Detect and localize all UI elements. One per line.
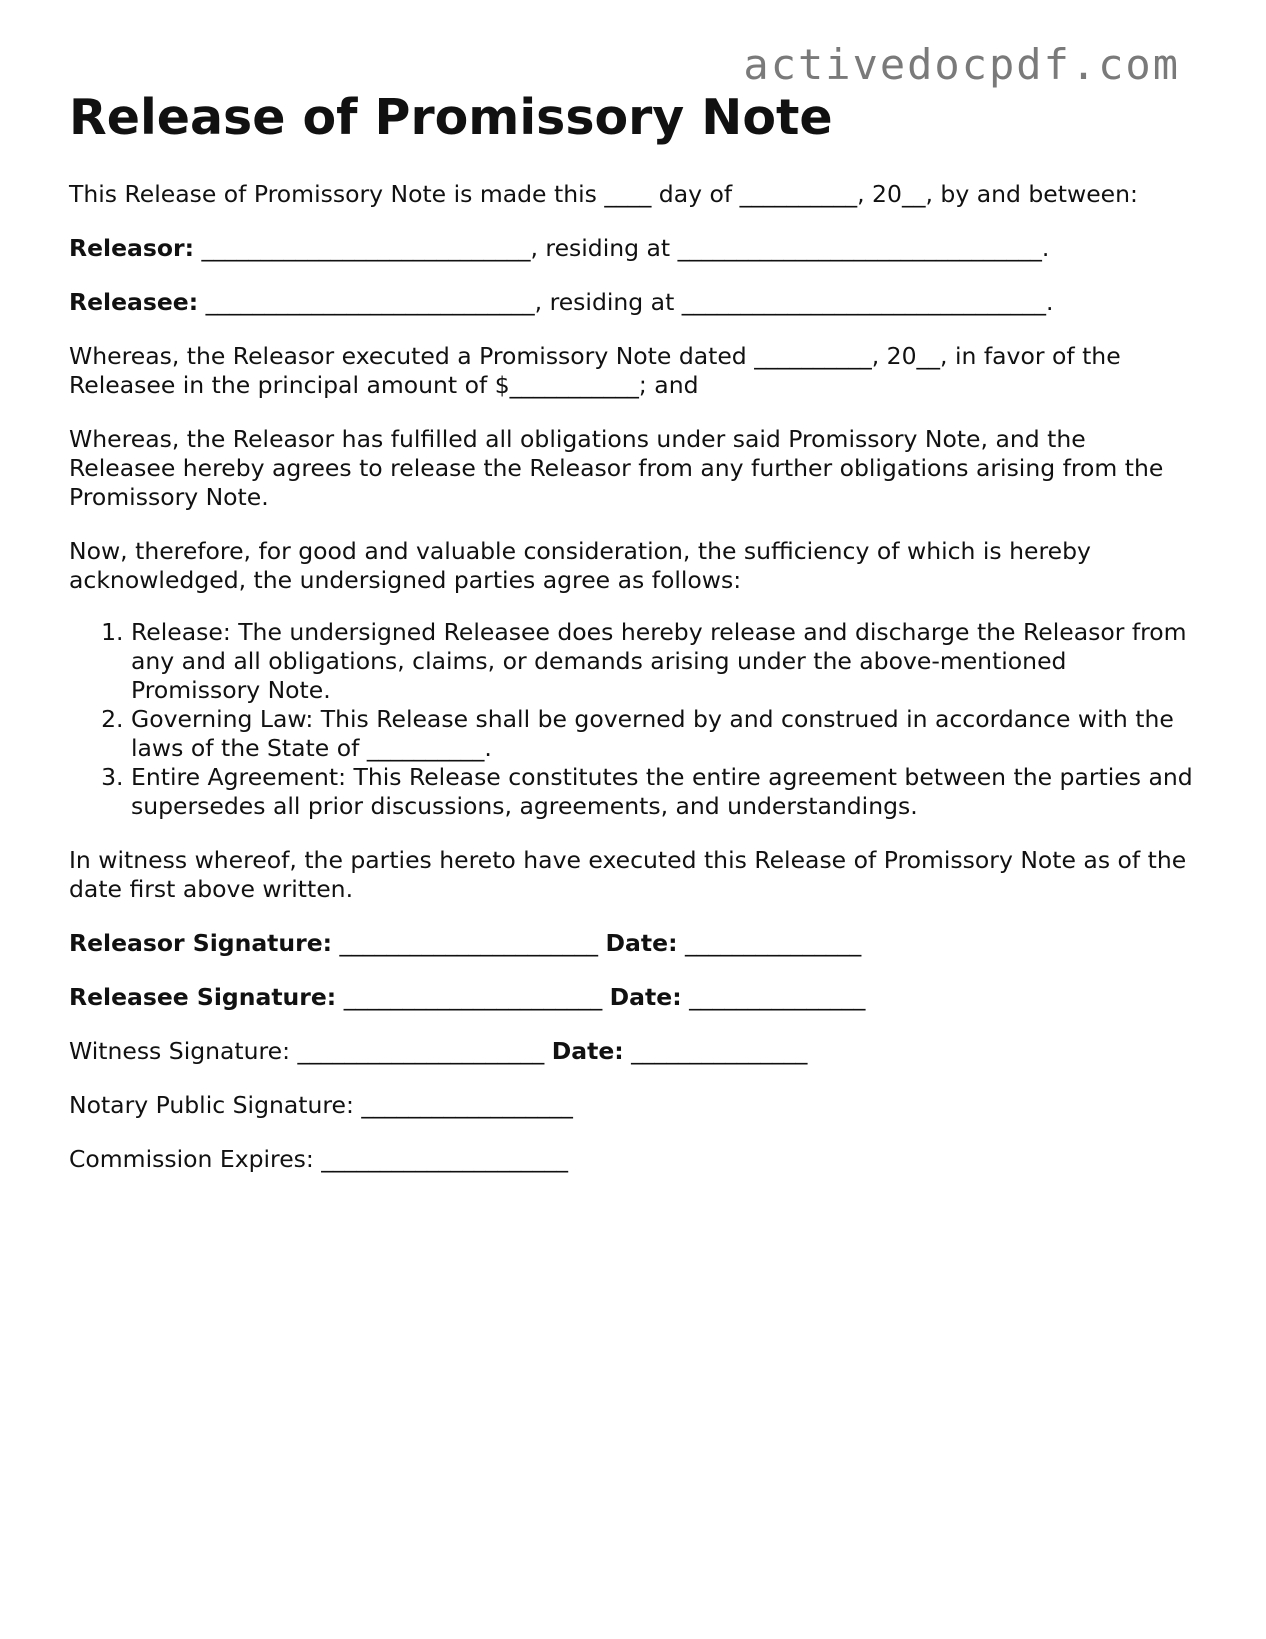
witness-date-blank: _______________ [623, 1037, 808, 1065]
clause-governing-law: 2. Governing Law: This Release shall be governed by and construed in accordance with the laws of the State of __________. [131, 705, 1199, 763]
releasor-line [69, 234, 1199, 263]
intro-paragraph: This Release of Promissory Note is made this ____ day of __________, 20__, by and between: [69, 180, 1138, 208]
clause-release: 1. Release: The undersigned Releasee does hereby release and discharge the Releasor from any and all obligations, claims, or demands arising under the above-mentioned Promissory Note. [131, 618, 1199, 705]
document-title: Release of Promissory Note [69, 89, 833, 146]
notary-signature-line: Notary Public Signature: __________________ [69, 1091, 573, 1119]
releasor-date-label: Date: [605, 929, 678, 957]
releasor-signature-line [69, 929, 1199, 958]
witness-clause: In witness whereof, the parties hereto have executed this Release of Promissory Note as of the date first above written. [69, 846, 1187, 903]
witness-date-label: Date: [551, 1037, 624, 1065]
clauses-list [69, 618, 1199, 821]
document-body [69, 88, 1199, 1199]
commission-expires-line: Commission Expires: _____________________ [69, 1145, 569, 1173]
releasee-signature-label: Releasee Signature: [69, 983, 337, 1011]
clause-entire-agreement: 3. Entire Agreement: This Release constitutes the entire agreement between the parties and supersedes all prior discussions, agreements, and understandings. [131, 763, 1199, 821]
releasor-fields: ____________________________, residing at _______________________________. [194, 234, 1050, 262]
releasee-fields: ____________________________, residing at _______________________________. [198, 288, 1054, 316]
now-therefore-paragraph: Now, therefore, for good and valuable consideration, the sufficiency of which is hereby acknowledged, the undersigned parties agree as follows: [69, 537, 1091, 594]
witness-signature-label: Witness Signature: _____________________ [69, 1037, 552, 1065]
whereas-paragraph-1: Whereas, the Releasor executed a Promissory Note dated __________, 20__, in favor of the Releasee in the principal amount of $___________; and [69, 342, 1121, 399]
whereas-paragraph-2: Whereas, the Releasor has fulfilled all obligations under said Promissory Note, and the Releasee hereby agrees to release the Releasor from any further obligations arising from the Promissory Note. [69, 425, 1164, 511]
releasee-signature-blank: ______________________ [336, 983, 610, 1011]
releasee-date-blank: _______________ [681, 983, 866, 1011]
releasor-date-blank: _______________ [677, 929, 862, 957]
witness-signature-line [69, 1037, 1199, 1066]
releasee-signature-line [69, 983, 1199, 1012]
watermark: activedocpdf.com [743, 40, 1180, 89]
releasee-date-label: Date: [609, 983, 682, 1011]
releasor-label: Releasor: [69, 234, 195, 262]
releasor-signature-label: Releasor Signature: [69, 929, 333, 957]
releasee-line [69, 288, 1199, 317]
releasor-signature-blank: ______________________ [332, 929, 606, 957]
releasee-label: Releasee: [69, 288, 199, 316]
